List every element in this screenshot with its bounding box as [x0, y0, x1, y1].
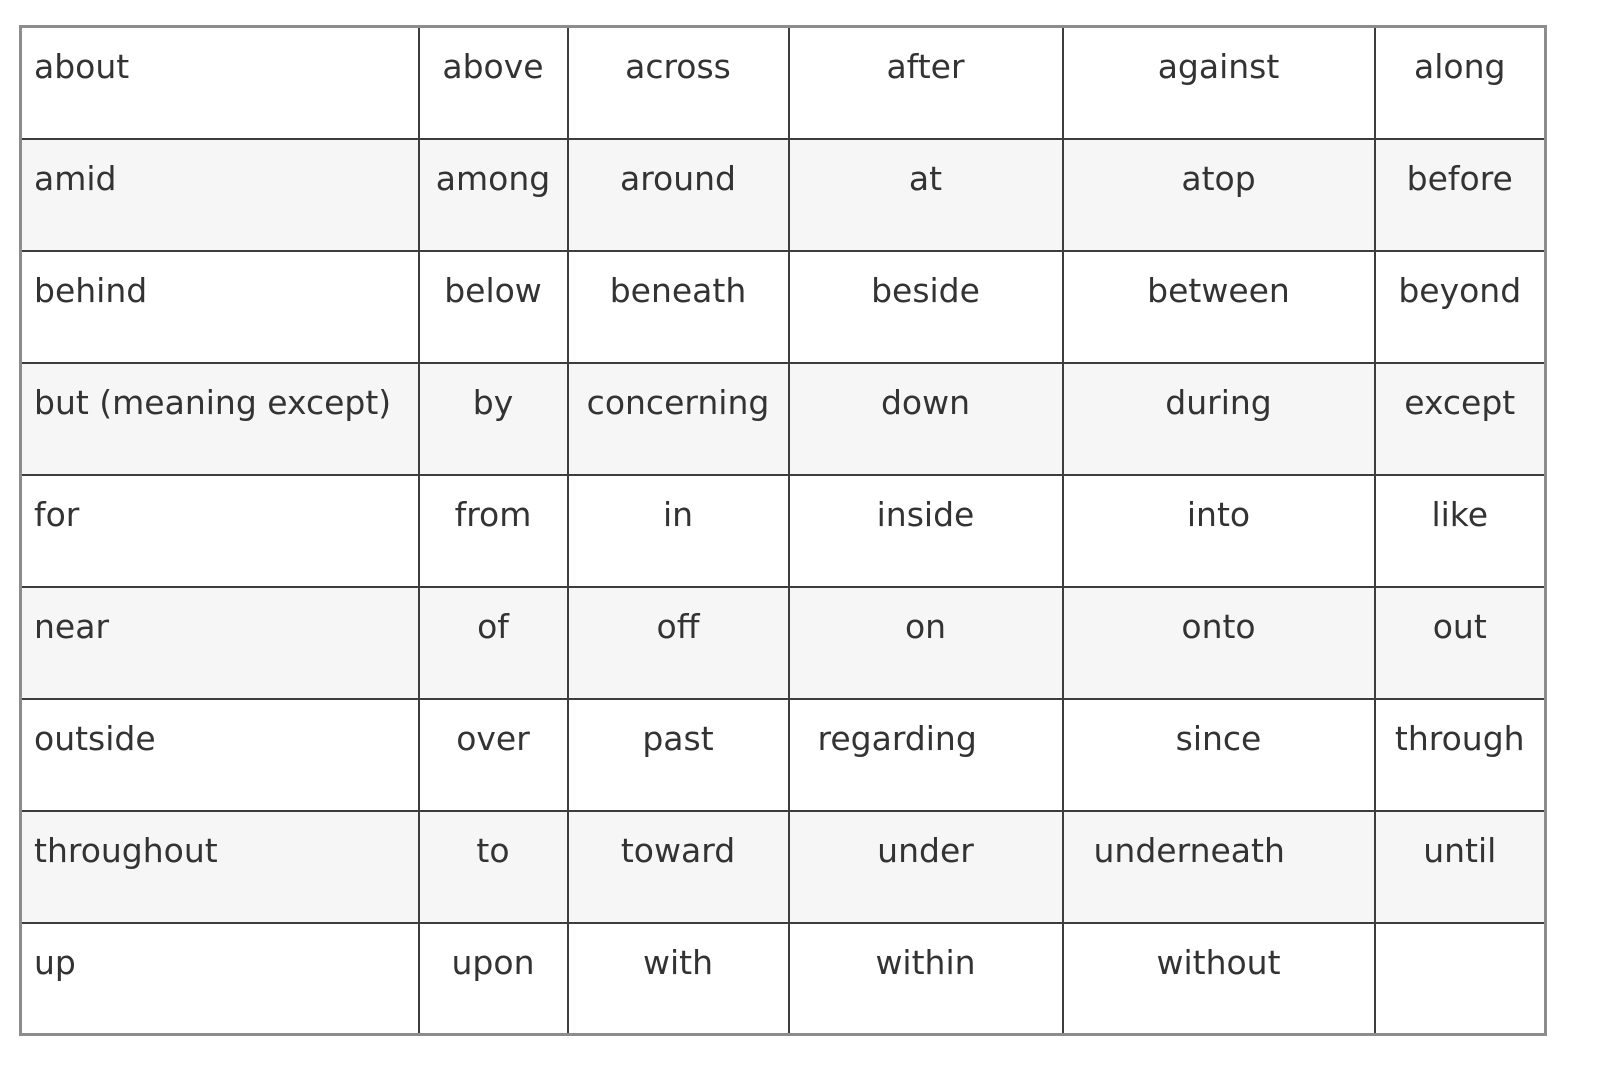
table-cell: past [568, 699, 789, 811]
table-cell: across [568, 27, 789, 139]
table-cell: except [1375, 363, 1546, 475]
table-cell: through [1375, 699, 1546, 811]
table-cell: like [1375, 475, 1546, 587]
table-cell: under [789, 811, 1063, 923]
table-cell: down [789, 363, 1063, 475]
table-cell: beneath [568, 251, 789, 363]
table-row [21, 27, 1546, 139]
table-cell: behind [21, 251, 419, 363]
table-cell: below [419, 251, 568, 363]
table-cell: onto [1063, 587, 1375, 699]
table-cell: out [1375, 587, 1546, 699]
table-cell: with [568, 923, 789, 1035]
table-row [21, 251, 1546, 363]
table-cell: around [568, 139, 789, 251]
table-body [21, 27, 1546, 1035]
table-cell: at [789, 139, 1063, 251]
table-cell: by [419, 363, 568, 475]
table-cell: underneath [1063, 811, 1375, 923]
table-cell: until [1375, 811, 1546, 923]
table-cell: for [21, 475, 419, 587]
table-cell: after [789, 27, 1063, 139]
table-cell: into [1063, 475, 1375, 587]
table-cell: from [419, 475, 568, 587]
table-cell: concerning [568, 363, 789, 475]
table-cell: inside [789, 475, 1063, 587]
table-cell: against [1063, 27, 1375, 139]
table-cell: near [21, 587, 419, 699]
table-cell: without [1063, 923, 1375, 1035]
prepositions-table [19, 25, 1547, 1036]
table-cell: beyond [1375, 251, 1546, 363]
table-cell: during [1063, 363, 1375, 475]
table-cell: but (meaning except) [21, 363, 419, 475]
table-cell: about [21, 27, 419, 139]
table-cell: in [568, 475, 789, 587]
table-cell: before [1375, 139, 1546, 251]
table-cell: toward [568, 811, 789, 923]
table-cell: over [419, 699, 568, 811]
table-cell: within [789, 923, 1063, 1035]
table-cell: amid [21, 139, 419, 251]
table-row [21, 699, 1546, 811]
table-cell: above [419, 27, 568, 139]
table-row [21, 923, 1546, 1035]
table-row [21, 587, 1546, 699]
table-cell [1375, 923, 1546, 1035]
table-cell: beside [789, 251, 1063, 363]
table-cell: since [1063, 699, 1375, 811]
table-cell: to [419, 811, 568, 923]
table-cell: among [419, 139, 568, 251]
table-cell: throughout [21, 811, 419, 923]
table-cell: off [568, 587, 789, 699]
table-cell: atop [1063, 139, 1375, 251]
table-cell: up [21, 923, 419, 1035]
table-cell: outside [21, 699, 419, 811]
table-row [21, 363, 1546, 475]
table-cell: between [1063, 251, 1375, 363]
table-cell: of [419, 587, 568, 699]
table-row [21, 811, 1546, 923]
table-cell: upon [419, 923, 568, 1035]
table-cell: regarding [789, 699, 1063, 811]
table-row [21, 475, 1546, 587]
table-row [21, 139, 1546, 251]
table-cell: on [789, 587, 1063, 699]
table-cell: along [1375, 27, 1546, 139]
